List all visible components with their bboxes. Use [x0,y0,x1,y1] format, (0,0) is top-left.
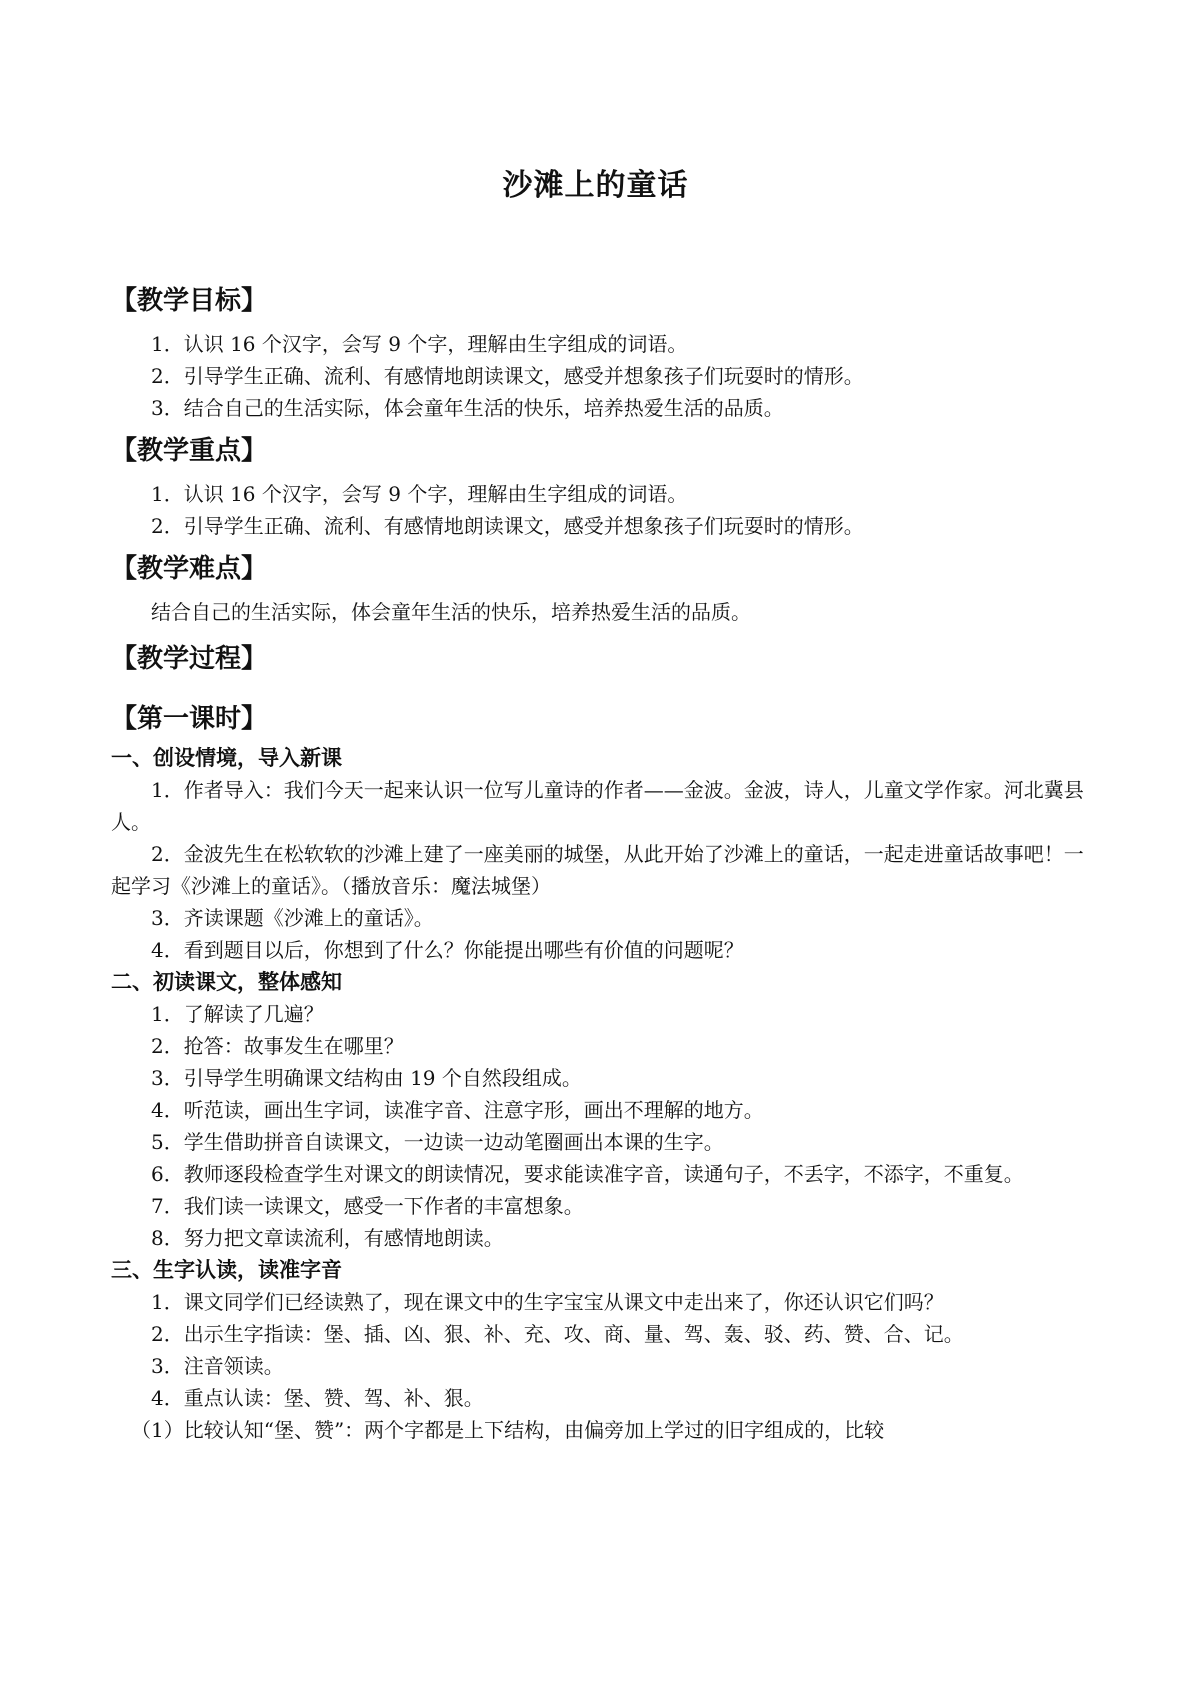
section-heading-goals: 【教学目标】 [111,286,268,316]
part3-item: 4．重点认读：堡、赞、驾、补、狠。 [151,1386,484,1410]
part1-item: 3．齐读课题《沙滩上的童话》。 [151,906,434,930]
goal-item: 3．结合自己的生活实际，体会童年生活的快乐，培养热爱生活的品质。 [151,396,784,420]
part-heading-3: 三、生字认读，读准字音 [111,1257,342,1282]
part1-item: 1．作者导入：我们今天一起来认识一位写儿童诗的作者——金波。金波，诗人，儿童文学作家。河北冀县人。 [111,778,1084,834]
part1-list [111,774,1101,966]
part2-item: 3．引导学生明确课文结构由 19 个自然段组成。 [151,1066,582,1090]
part2-list [111,998,1101,1254]
part3-item: 1．课文同学们已经读熟了，现在课文中的生字宝宝从课文中走出来了，你还认识它们吗？ [151,1290,944,1314]
goal-item: 2．引导学生正确、流利、有感情地朗读课文，感受并想象孩子们玩耍时的情形。 [151,364,864,388]
part2-item: 2．抢答：故事发生在哪里？ [151,1034,404,1058]
part1-item: 4．看到题目以后，你想到了什么？你能提出哪些有价值的问题呢？ [151,938,744,962]
key-point-item: 1．认识 16 个汉字，会写 9 个字，理解由生字组成的词语。 [151,482,688,506]
part3-item: 2．出示生字指读：堡、插、凶、狠、补、充、攻、商、量、驾、轰、驳、药、赞、合、记。 [151,1322,964,1346]
part1-item: 2．金波先生在松软软的沙滩上建了一座美丽的城堡，从此开始了沙滩上的童话，一起走进童话故事吧！一起学习《沙滩上的童话》。（播放音乐：魔法城堡） [111,842,1084,898]
key-point-item: 2．引导学生正确、流利、有感情地朗读课文，感受并想象孩子们玩耍时的情形。 [151,514,864,538]
part3-item: 3．注音领读。 [151,1354,284,1378]
part2-item: 8．努力把文章读流利，有感情地朗读。 [151,1226,504,1250]
part-heading-1: 一、创设情境，导入新课 [111,745,342,770]
page-title: 沙滩上的童话 [502,168,689,203]
part2-item: 6．教师逐段检查学生对课文的朗读情况，要求能读准字音，读通句子，不丢字，不添字，不重复。 [151,1162,1024,1186]
goals-list [111,328,1101,424]
section-heading-key-points: 【教学重点】 [111,436,268,466]
part3-list [111,1286,1101,1446]
goal-item: 1．认识 16 个汉字，会写 9 个字，理解由生字组成的词语。 [151,332,688,356]
lesson-heading: 【第一课时】 [111,704,268,734]
document-body [111,282,1101,1446]
key-points-list [111,478,1101,542]
difficulty-text: 结合自己的生活实际，体会童年生活的快乐，培养热爱生活的品质。 [151,600,751,624]
part3-sub-item: （1）比较认知“堡、赞”：两个字都是上下结构，由偏旁加上学过的旧字组成的，比较 [131,1418,885,1442]
section-heading-process: 【教学过程】 [111,644,268,674]
part-heading-2: 二、初读课文，整体感知 [111,969,342,994]
section-heading-difficulties: 【教学难点】 [111,554,268,584]
part2-item: 7．我们读一读课文，感受一下作者的丰富想象。 [151,1194,584,1218]
part2-item: 4．听范读，画出生字词，读准字音、注意字形，画出不理解的地方。 [151,1098,764,1122]
part2-item: 1．了解读了几遍？ [151,1002,324,1026]
part2-item: 5．学生借助拼音自读课文，一边读一边动笔圈画出本课的生字。 [151,1130,724,1154]
